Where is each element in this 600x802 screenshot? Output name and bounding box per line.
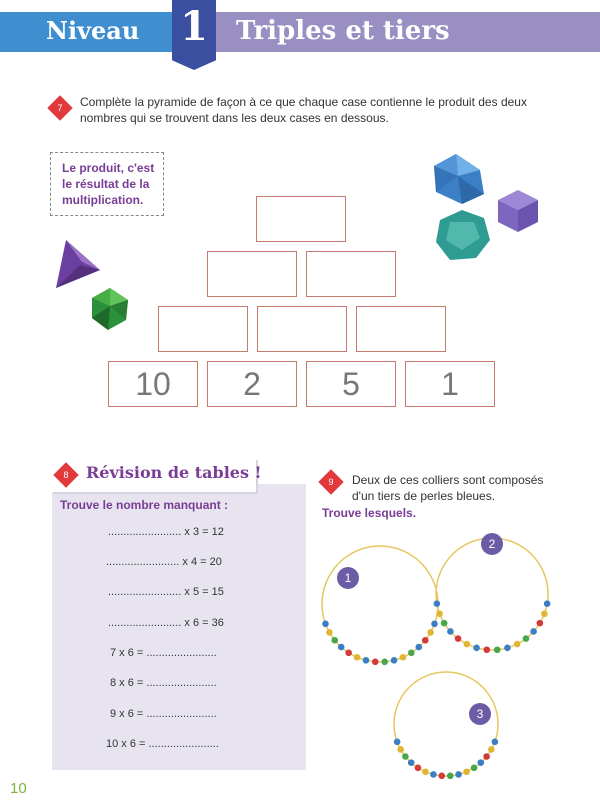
page-number: 10 — [10, 780, 27, 797]
equation-row[interactable]: 9 x 6 = ....................... — [110, 708, 217, 720]
teal-dodecahedron-icon — [436, 210, 490, 260]
exercise-8-subtitle: Trouve le nombre manquant : — [60, 498, 229, 512]
necklace-3-bead — [438, 773, 445, 780]
necklace-3-bead — [447, 773, 454, 780]
green-icosahedron-icon — [92, 288, 128, 330]
necklace-2-bead — [530, 628, 537, 635]
pyramid-cell-base-4: 1 — [405, 361, 495, 407]
necklace-3-bead — [477, 759, 484, 766]
necklace-1-bead — [331, 637, 338, 644]
blue-octahedron-icon — [434, 154, 484, 204]
necklace-1-bead — [326, 629, 333, 636]
necklace-2-bead — [455, 635, 462, 642]
exercise-7-number: 7 — [57, 103, 63, 113]
necklace-1-bead — [427, 629, 434, 636]
note-line1: Le produit, c'est — [62, 161, 155, 175]
necklace-2-bead — [436, 610, 443, 617]
level-label: Niveau — [46, 16, 140, 45]
necklace-1-bead — [372, 659, 379, 666]
necklace-3-bead — [463, 768, 470, 775]
necklace-3-bead — [397, 746, 404, 753]
necklace-3-bead — [488, 746, 495, 753]
necklace-2-bead — [504, 645, 511, 652]
equation-row[interactable]: 10 x 6 = ....................... — [106, 738, 219, 750]
necklace-1-bead — [400, 654, 407, 661]
note-line3: multiplication. — [62, 193, 144, 207]
necklace-2-bead — [494, 646, 501, 653]
necklace-3-bead — [483, 753, 490, 760]
necklace-2-bead — [537, 620, 544, 627]
necklace-3-bead — [402, 753, 409, 760]
necklace-2-bead — [441, 620, 448, 627]
necklace-1-bead — [354, 654, 361, 661]
exercise-9-instruction-line1: Deux de ces colliers sont composés — [352, 473, 544, 487]
exercise-9-subtitle: Trouve lesquels. — [322, 506, 417, 520]
necklace-3-bead — [492, 738, 499, 745]
necklace-1-bead — [431, 621, 438, 628]
exercise-9-instruction-line2: d'un tiers de perles bleues. — [352, 489, 496, 503]
necklace-2-bead — [447, 628, 454, 635]
exercise-8-title: Révision de tables ! — [86, 463, 262, 482]
necklace-1-bead — [338, 644, 345, 651]
purple-tetrahedron-icon — [56, 240, 100, 288]
necklace-3-bead — [471, 764, 478, 771]
equation-row[interactable]: ........................ x 6 = 36 — [108, 617, 224, 629]
purple-cube-icon — [498, 190, 538, 232]
necklace-2-bead — [434, 600, 441, 607]
necklace-2-bead — [544, 600, 551, 607]
equation-row[interactable]: ........................ x 5 = 15 — [108, 586, 224, 598]
equation-row[interactable]: ........................ x 4 = 20 — [106, 556, 222, 568]
exercise-9-number: 9 — [328, 477, 334, 487]
pyramid-cell-base-3: 5 — [306, 361, 396, 407]
necklace-2-bead — [541, 610, 548, 617]
equation-row[interactable]: 7 x 6 = ....................... — [110, 647, 217, 659]
exercise-8-number: 8 — [63, 470, 69, 480]
exercise-7-instruction-line1: Complète la pyramide de façon à ce que chaque case contienne le produit des deux — [80, 95, 527, 109]
pyramid-cell-base-1: 10 — [108, 361, 198, 407]
necklace-1-bead — [416, 644, 423, 651]
necklaces-illustration — [300, 520, 600, 780]
necklace-3-bead — [455, 771, 462, 778]
necklace-3-label: 3 — [476, 707, 484, 721]
necklace-1-bead — [408, 650, 415, 657]
necklace-2-bead — [514, 641, 521, 648]
page-title: Triples et tiers — [236, 16, 450, 46]
necklace-3-bead — [422, 768, 429, 775]
note-line2: le résultat de la — [62, 177, 150, 191]
necklace-1-label: 1 — [344, 571, 352, 585]
necklace-2-bead — [523, 635, 530, 642]
necklace-3-bead — [430, 771, 437, 778]
necklace-2-label: 2 — [488, 537, 496, 551]
necklace-2-bead — [483, 646, 490, 653]
necklace-1-bead — [363, 657, 370, 664]
necklace-2-bead — [473, 645, 480, 652]
necklace-1-bead — [381, 659, 388, 666]
exercise-7-instruction-line2: nombres qui se trouvent dans les deux cases en dessous. — [80, 111, 389, 125]
necklace-1-bead — [391, 657, 398, 664]
equation-row[interactable]: 8 x 6 = ....................... — [110, 677, 217, 689]
necklace-1-bead — [422, 637, 429, 644]
necklace-3-bead — [408, 759, 415, 766]
necklace-3-bead — [394, 738, 401, 745]
necklace-3-bead — [415, 764, 422, 771]
necklace-1-bead — [345, 650, 352, 657]
level-number: 1 — [180, 3, 208, 50]
necklace-2-bead — [464, 641, 471, 648]
necklace-1-bead — [322, 621, 329, 628]
pyramid-cell-base-2: 2 — [207, 361, 297, 407]
equation-row[interactable]: ........................ x 3 = 12 — [108, 526, 224, 538]
